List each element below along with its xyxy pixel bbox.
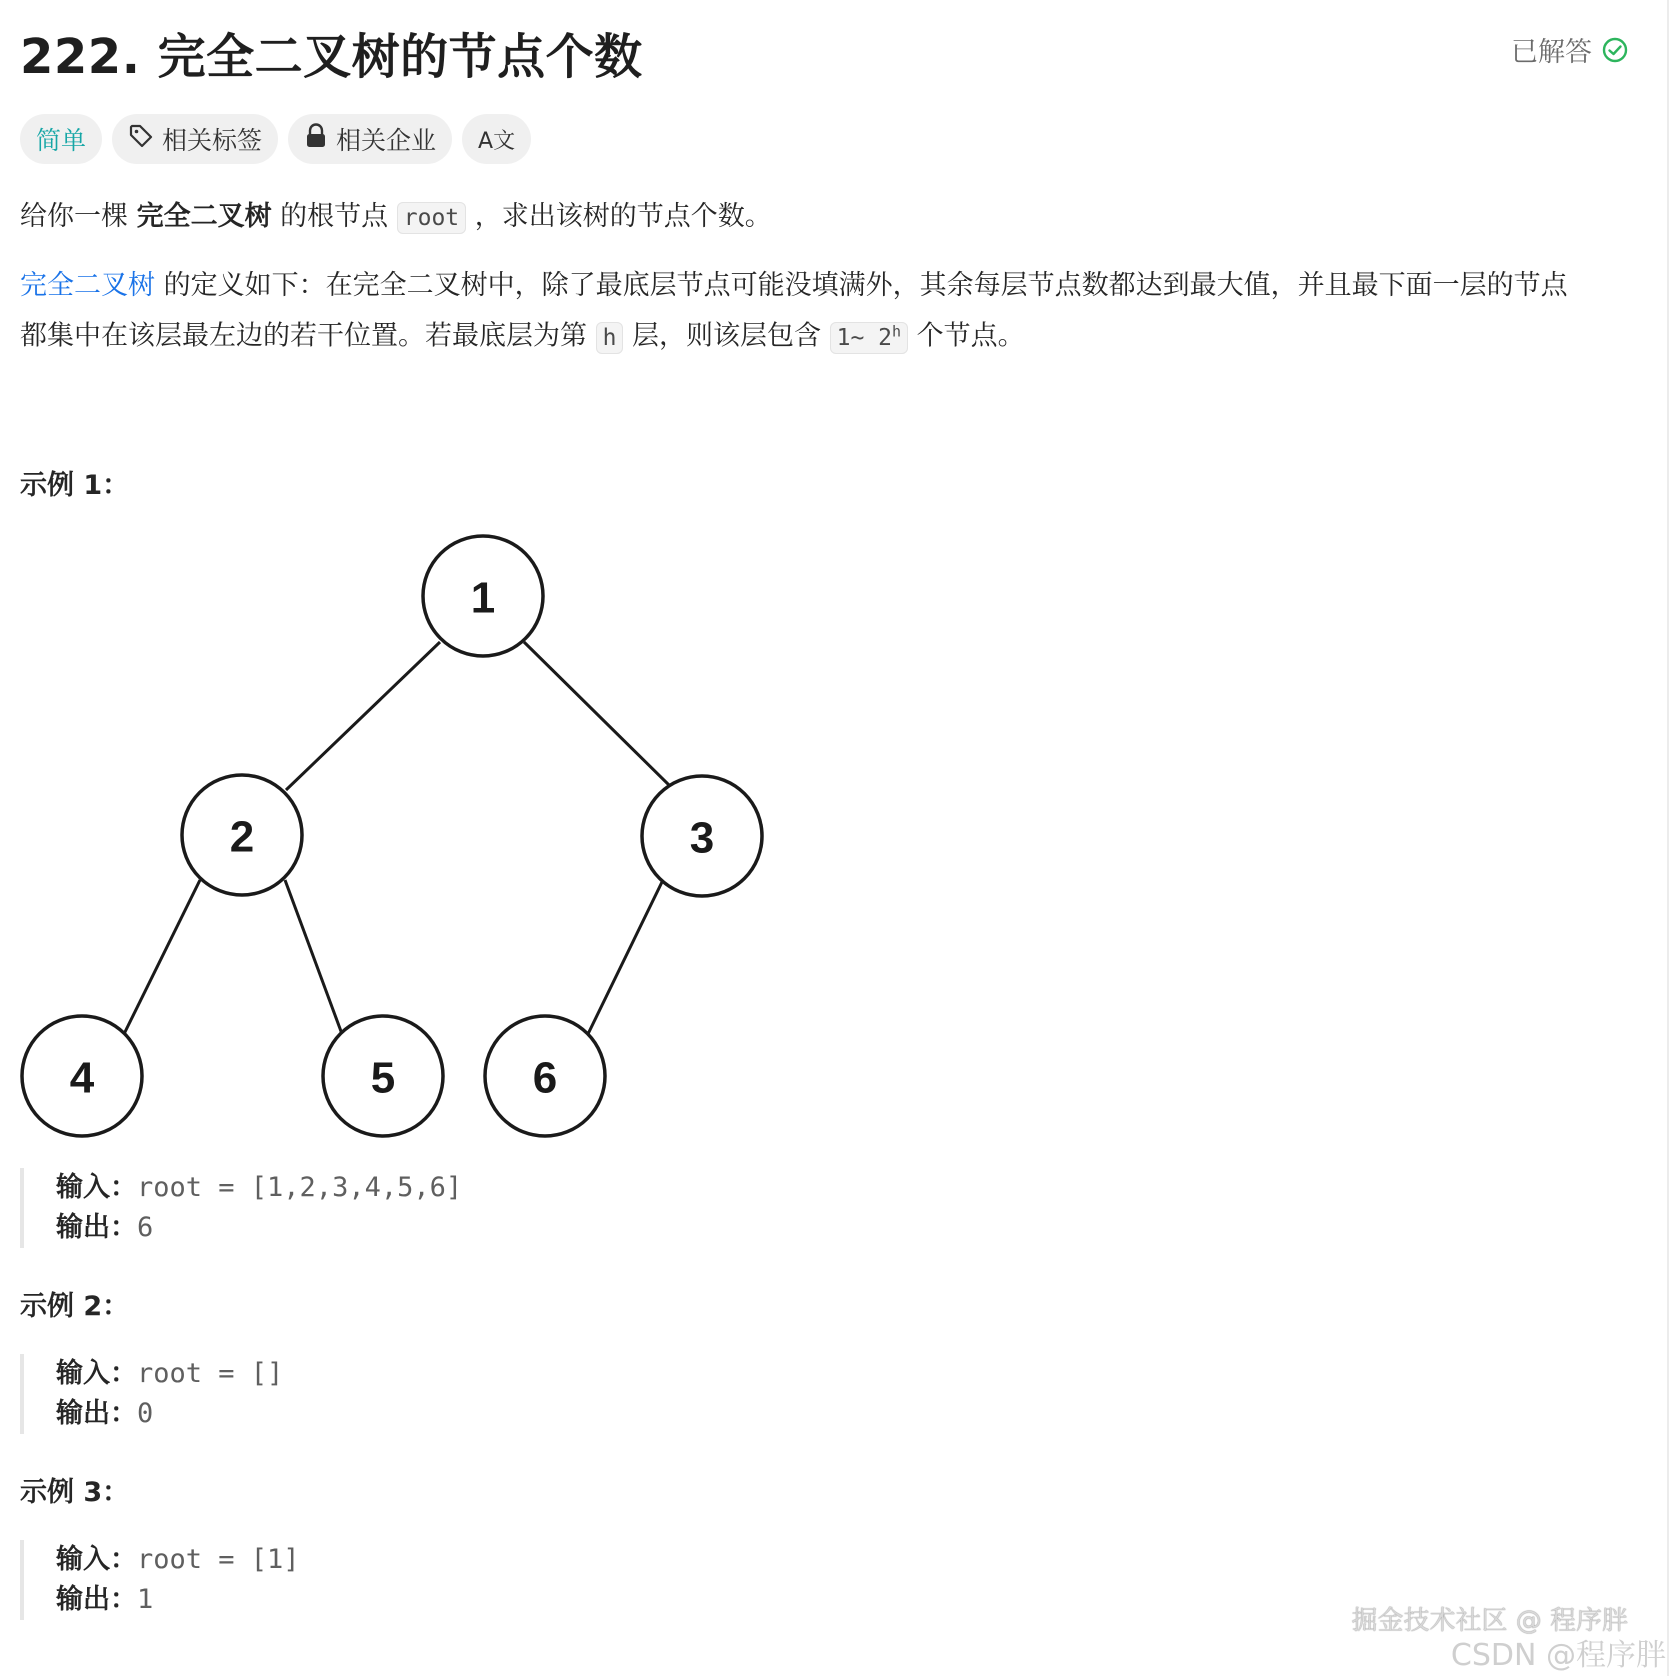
difficulty-tag[interactable] (20, 114, 102, 164)
output-label: 输出： (56, 1212, 137, 1243)
tree-node-label: 3 (689, 813, 715, 863)
desc-text: 都集中在该层最左边的若干位置。若最底层为第 (20, 320, 596, 352)
translate-icon: A文 (478, 128, 516, 154)
binary-tree-diagram (0, 520, 780, 1140)
code-range: 1~ 2 (836, 324, 893, 351)
tree-node-label: 2 (229, 812, 255, 862)
desc-text: 个节点。 (908, 320, 1025, 352)
example-output (56, 1580, 300, 1620)
check-circle-icon (1602, 37, 1628, 63)
input-label: 输入： (56, 1358, 137, 1389)
watermark-csdn: CSDN @程序胖 (1450, 1638, 1666, 1673)
tree-node-label: 1 (470, 573, 496, 623)
related-companies-button[interactable] (288, 114, 452, 164)
input-value: root = [] (137, 1358, 284, 1389)
complete-binary-tree-link[interactable]: 完全二叉树 (20, 270, 155, 301)
example-2-heading: 示例 2： (20, 1291, 130, 1322)
desc-bold: 完全二叉树 (136, 201, 272, 232)
input-label: 输入： (56, 1544, 137, 1575)
code-superscript: h (892, 322, 902, 340)
tag-icon (128, 123, 154, 155)
output-value: 6 (137, 1212, 154, 1243)
desc-text: 的根节点 (271, 201, 397, 232)
tag-bar (20, 114, 531, 164)
example-input (56, 1168, 462, 1208)
output-label: 输出： (56, 1398, 137, 1429)
input-value: root = [1,2,3,4,5,6] (137, 1172, 463, 1203)
example-1-heading: 示例 1： (20, 470, 130, 501)
tree-node-label: 6 (532, 1053, 558, 1103)
problem-title: 222. 完全二叉树的节点个数 (20, 29, 643, 85)
tree-node-label: 4 (69, 1053, 95, 1103)
related-companies-label: 相关企业 (336, 126, 437, 155)
difficulty-label: 简单 (36, 126, 87, 155)
example-1-block (20, 1168, 462, 1248)
edge-1-2 (286, 642, 440, 790)
right-border (1667, 0, 1669, 1676)
input-value: root = [1] (137, 1544, 300, 1575)
edge-2-4 (124, 880, 200, 1034)
related-tags-button[interactable] (112, 114, 278, 164)
description-line-2 (20, 265, 1568, 307)
desc-text: 给你一棵 (20, 201, 137, 232)
output-value: 0 (137, 1398, 154, 1429)
example-input (56, 1354, 283, 1394)
example-2-block (20, 1354, 283, 1434)
inline-code (830, 322, 908, 354)
output-value: 1 (137, 1584, 154, 1615)
edge-1-3 (524, 642, 672, 788)
example-3-block (20, 1540, 300, 1620)
translate-button[interactable] (462, 114, 531, 164)
watermark-juejin: 掘金技术社区 @ 程序胖 (1351, 1606, 1628, 1636)
inline-code: h (596, 322, 624, 354)
edge-2-5 (285, 880, 342, 1034)
desc-text: 层，则该层包含 (623, 320, 830, 352)
inline-code: root (397, 202, 466, 234)
tree-node-label: 5 (370, 1053, 396, 1103)
edge-3-6 (588, 882, 662, 1034)
example-input (56, 1540, 300, 1580)
lock-icon (304, 123, 328, 155)
description-line-1 (20, 196, 772, 239)
example-3-heading: 示例 3： (20, 1477, 130, 1508)
example-output (56, 1208, 462, 1248)
desc-text: 的定义如下：在完全二叉树中，除了最底层节点可能没填满外，其余每层节点数都达到最大值，并且最下面一层的节点 (155, 270, 1568, 301)
related-tags-label: 相关标签 (162, 126, 263, 155)
input-label: 输入： (56, 1172, 137, 1203)
description-line-3 (20, 310, 1025, 359)
solved-status (1511, 30, 1628, 69)
output-label: 输出： (56, 1584, 137, 1615)
example-output (56, 1394, 283, 1434)
desc-text: ，求出该树的节点个数。 (466, 201, 772, 232)
solved-label: 已解答 (1511, 37, 1592, 68)
